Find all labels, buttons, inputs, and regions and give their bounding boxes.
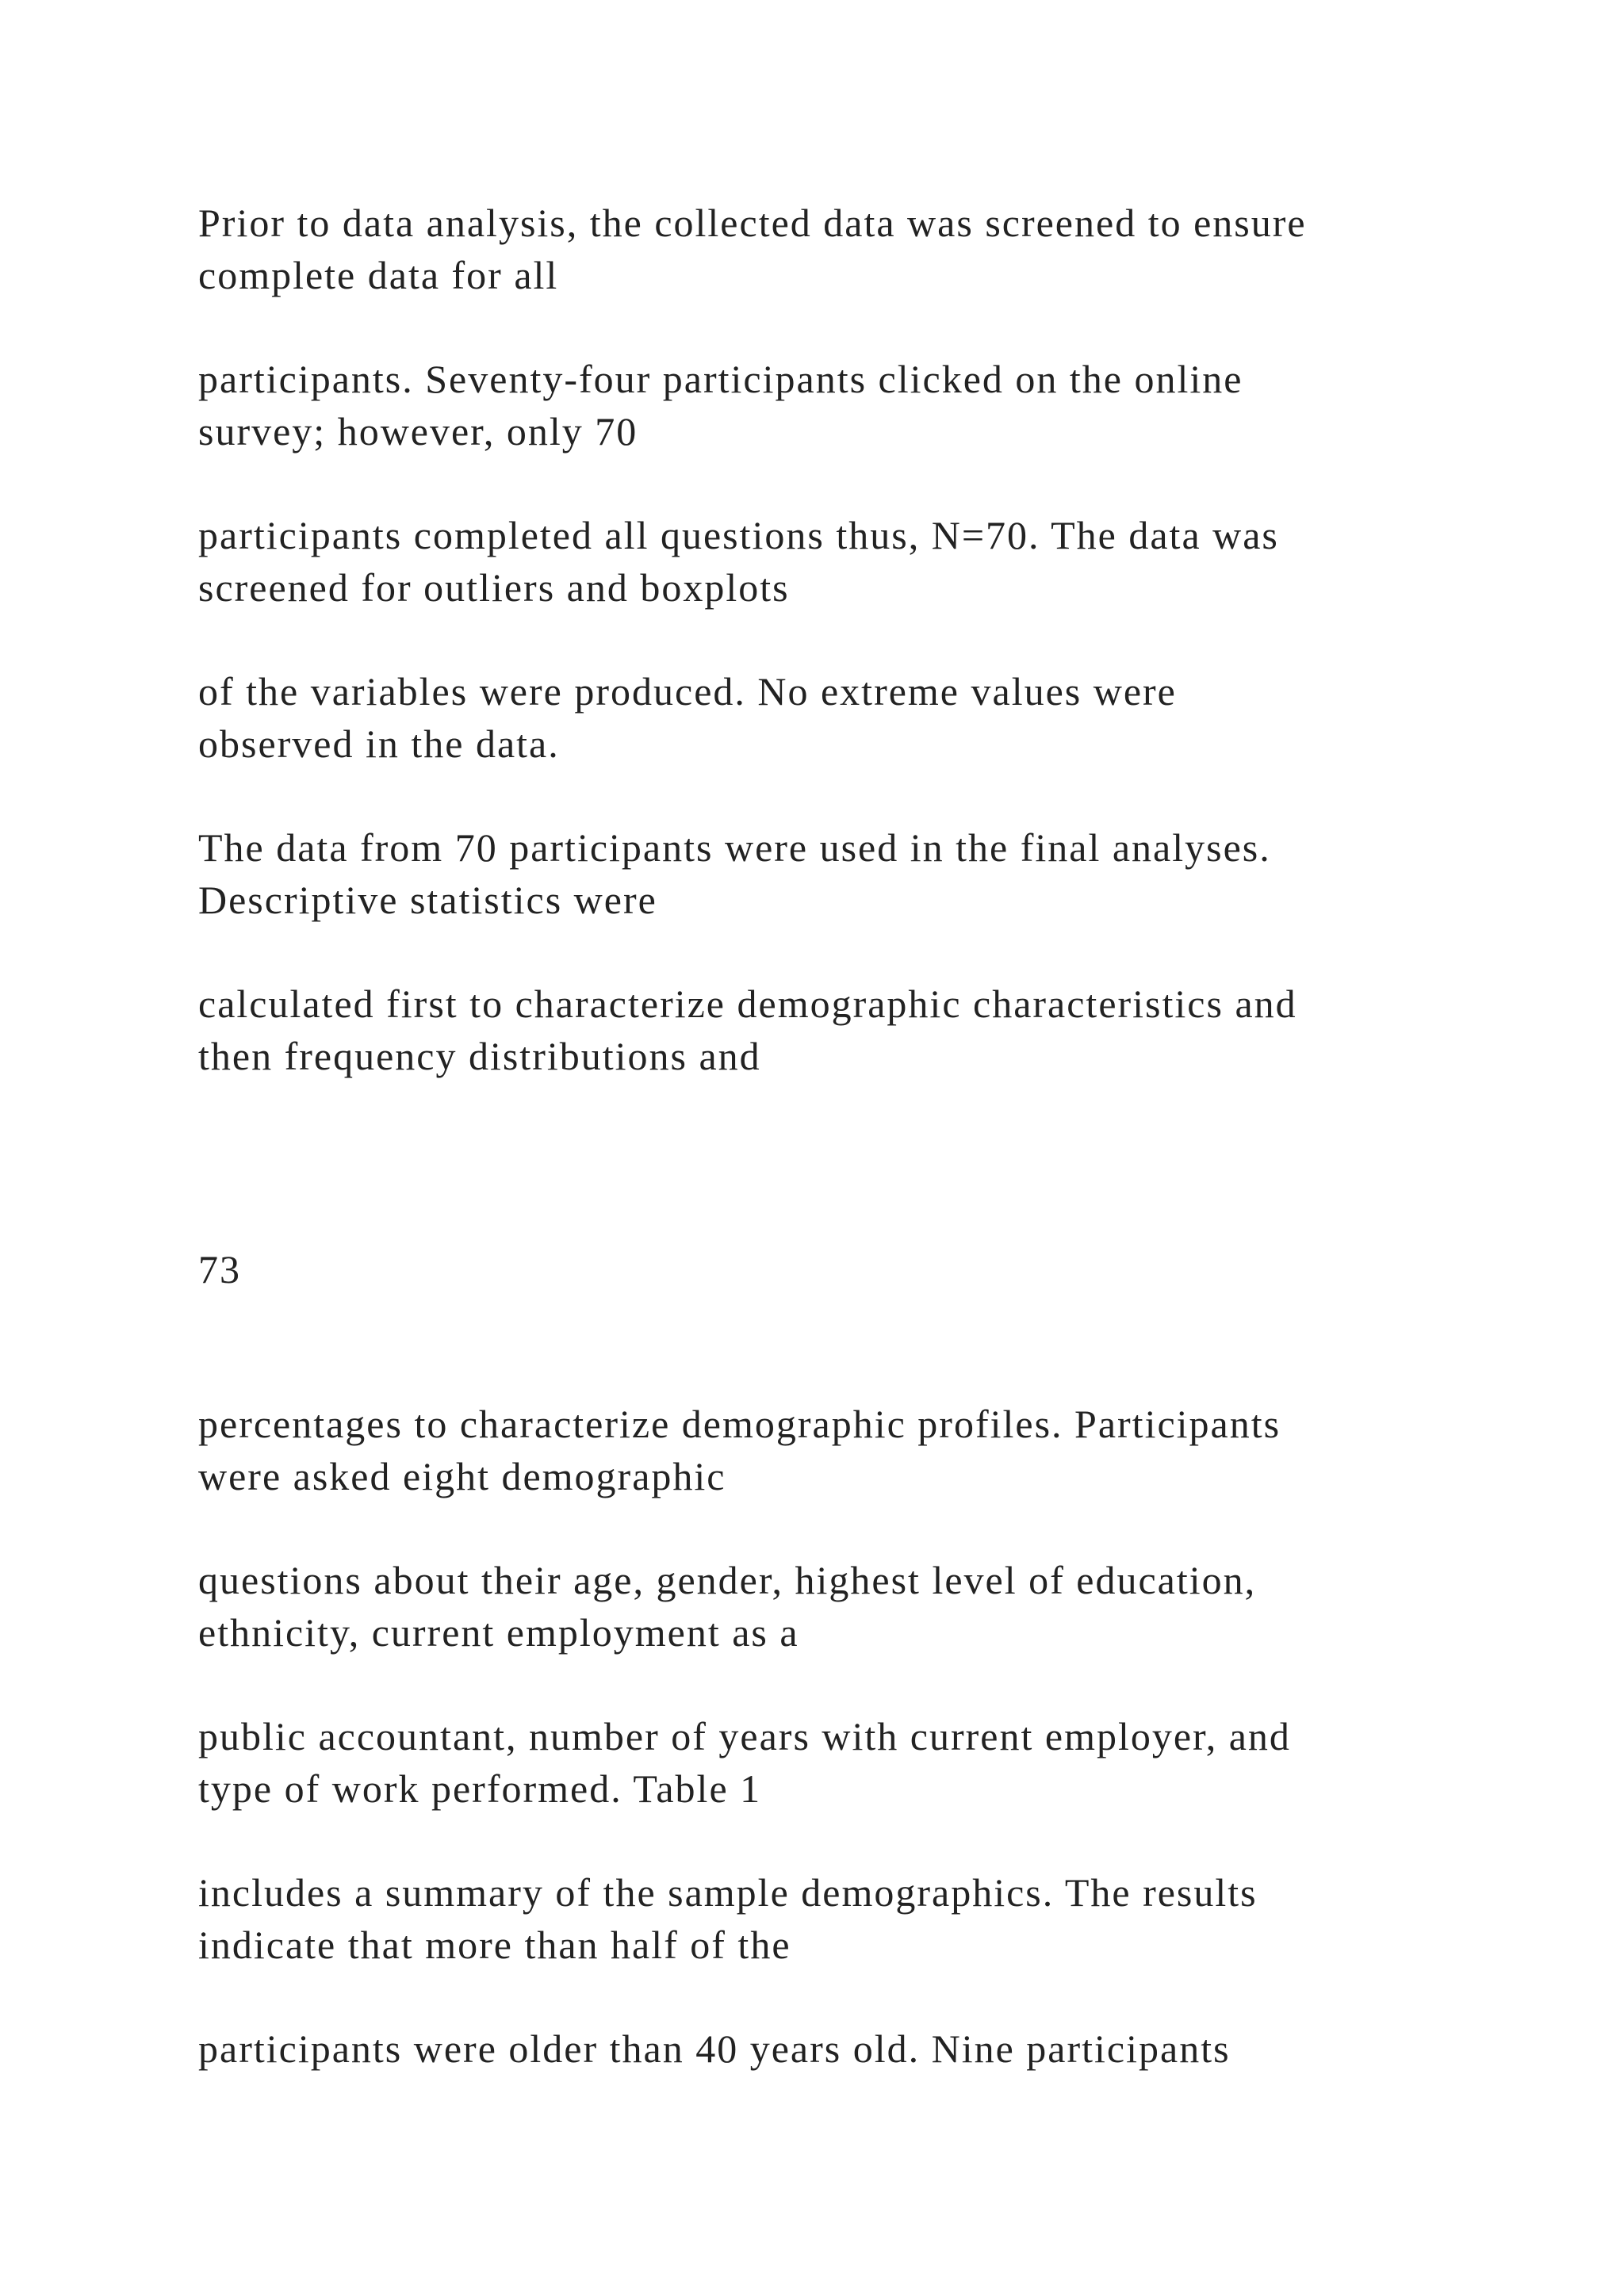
paragraph-7 — [198, 1398, 1546, 1502]
paragraph-line: type of work performed. Table 1 — [198, 1766, 762, 1811]
paragraph-line: survey; however, only 70 — [198, 409, 638, 453]
paragraph-3 — [198, 509, 1546, 614]
paragraph-6 — [198, 978, 1546, 1082]
paragraph-11 — [198, 2022, 1546, 2075]
paragraph-line: percentages to characterize demographic profiles. Participants — [198, 1402, 1281, 1446]
paragraph-10 — [198, 1866, 1546, 1971]
paragraph-4 — [198, 665, 1546, 770]
paragraph-5 — [198, 821, 1546, 926]
paragraph-line: of the variables were produced. No extreme values were — [198, 669, 1177, 714]
paragraph-line: indicate that more than half of the — [198, 1923, 791, 1967]
paragraph-line: participants were older than 40 years old. Nine participants — [198, 2026, 1231, 2071]
paragraph-line: The data from 70 participants were used in the final analyses. — [198, 825, 1271, 870]
paragraph-line: participants. Seventy-four participants clicked on the online — [198, 357, 1243, 401]
paragraph-line: then frequency distributions and — [198, 1034, 761, 1078]
paragraph-line: Descriptive statistics were — [198, 878, 657, 922]
paragraph-9 — [198, 1710, 1546, 1815]
paragraph-line: includes a summary of the sample demographics. The results — [198, 1870, 1258, 1915]
page-number: 73 — [198, 1247, 241, 1292]
paragraph-line: were asked eight demographic — [198, 1454, 726, 1498]
paragraph-line: participants completed all questions thus, N=70. The data was — [198, 513, 1279, 557]
paragraph-line: ethnicity, current employment as a — [198, 1610, 799, 1655]
paragraph-line: public accountant, number of years with current employer, and — [198, 1714, 1291, 1758]
paragraph-1 — [198, 197, 1546, 301]
paragraph-line: screened for outliers and boxplots — [198, 565, 790, 610]
paragraph-line: complete data for all — [198, 253, 559, 297]
paragraph-line: Prior to data analysis, the collected data was screened to ensure — [198, 201, 1307, 245]
paragraph-8 — [198, 1554, 1546, 1659]
paragraph-line: calculated first to characterize demographic characteristics and — [198, 982, 1297, 1026]
paragraph-2 — [198, 353, 1546, 457]
paragraph-line: observed in the data. — [198, 721, 560, 766]
paragraph-line: questions about their age, gender, highest level of education, — [198, 1558, 1257, 1602]
